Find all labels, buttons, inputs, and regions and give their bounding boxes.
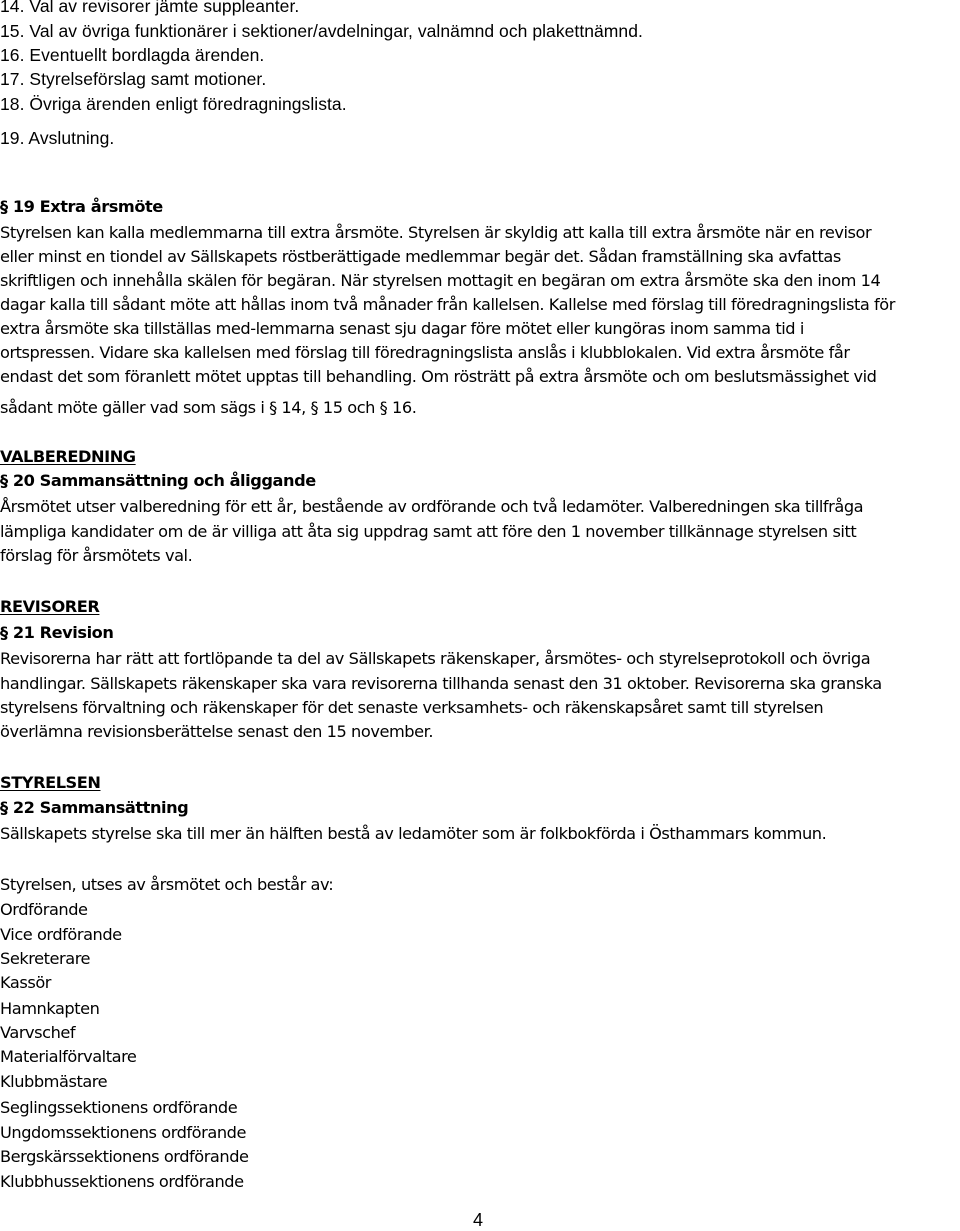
agenda-item: 14. Val av revisorer jämte suppleanter. <box>0 0 300 16</box>
section-title-revisorer: REVISORER <box>0 597 100 616</box>
paragraph-line: lämpliga kandidater om de är villiga att åta sig uppdrag samt att före den 1 november tillkännage styrelsen sitt <box>0 522 857 541</box>
paragraph-line: Sällskapets styrelse ska till mer än hälften bestå av ledamöter som är folkbokförda i Östhammars kommun. <box>0 824 827 843</box>
paragraph-line: styrelsens förvaltning och räkenskaper för det senaste verksamhets- och räkenskapsåret samt till styrelsen <box>0 698 824 717</box>
list-item: Materialförvaltare <box>0 1047 137 1066</box>
paragraph-line: sådant möte gäller vad som sägs i § 14, § 15 och § 16. <box>0 398 417 417</box>
section-heading-s22: § 22 Sammansättning <box>0 798 189 817</box>
list-item: Vice ordförande <box>0 925 122 944</box>
paragraph-line: Styrelsen kan kalla medlemmarna till extra årsmöte. Styrelsen är skyldig att kalla till extra årsmöte när en revisor <box>0 223 872 242</box>
list-item: Bergskärssektionens ordförande <box>0 1147 249 1166</box>
section-title-styrelsen: STYRELSEN <box>0 773 101 792</box>
paragraph-line: ortspressen. Vidare ska kallelsen med förslag till föredragningslista anslås i klubblokalen. Vid extra årsmöte får <box>0 343 850 362</box>
section-heading-s19: § 19 Extra årsmöte <box>0 197 163 216</box>
page-number: 4 <box>473 1210 484 1230</box>
list-item: Kassör <box>0 973 51 992</box>
list-item: Klubbhussektionens ordförande <box>0 1172 244 1191</box>
paragraph-line: överlämna revisionsberättelse senast den 15 november. <box>0 722 434 741</box>
paragraph-line: Årsmötet utser valberedning för ett år, bestående av ordförande och två ledamöter. Valberedningen ska tillfråga <box>0 497 864 516</box>
list-item: Varvschef <box>0 1023 76 1042</box>
agenda-item: 15. Val av övriga funktionärer i sektioner/avdelningar, valnämnd och plakettnämnd. <box>0 21 643 41</box>
section-title-valberedning: VALBEREDNING <box>0 447 136 466</box>
paragraph-line: eller minst en tiondel av Sällskapets röstberättigade medlemmar begär det. Sådan framställning ska avfattas <box>0 247 841 266</box>
roles-intro: Styrelsen, utses av årsmötet och består av: <box>0 875 334 894</box>
paragraph-line: förslag för årsmötets val. <box>0 546 193 565</box>
paragraph-line: dagar kalla till sådant möte att hållas inom två månader från kallelsen. Kallelse med förslag till föredragningslista för <box>0 295 895 314</box>
section-heading-s20: § 20 Sammansättning och åliggande <box>0 471 316 490</box>
agenda-item: 19. Avslutning. <box>0 128 115 148</box>
section-heading-s21: § 21 Revision <box>0 623 114 642</box>
paragraph-line: extra årsmöte ska tillställas med-lemmarna senast sju dagar före mötet eller kungöras inom samma tid i <box>0 319 804 338</box>
agenda-item: 16. Eventuellt bordlagda ärenden. <box>0 45 265 65</box>
paragraph-line: endast det som föranlett mötet upptas till behandling. Om rösträtt på extra årsmöte och om beslutsmässighet vid <box>0 367 877 386</box>
list-item: Ordförande <box>0 900 88 919</box>
agenda-item: 18. Övriga ärenden enligt föredragningslista. <box>0 94 347 114</box>
list-item: Ungdomssektionens ordförande <box>0 1123 246 1142</box>
list-item: Klubbmästare <box>0 1072 108 1091</box>
list-item: Hamnkapten <box>0 999 100 1018</box>
paragraph-line: handlingar. Sällskapets räkenskaper ska vara revisorerna tillhanda senast den 31 oktober. Revisorerna ska granska <box>0 674 882 693</box>
agenda-item: 17. Styrelseförslag samt motioner. <box>0 69 267 89</box>
list-item: Seglingssektionens ordförande <box>0 1098 238 1117</box>
paragraph-line: skriftligen och innehålla skälen för begäran. När styrelsen mottagit en begäran om extra årsmöte ska den inom 14 <box>0 271 881 290</box>
list-item: Sekreterare <box>0 949 91 968</box>
paragraph-line: Revisorerna har rätt att fortlöpande ta del av Sällskapets räkenskaper, årsmötes- och styrelseprotokoll och övriga <box>0 649 871 668</box>
